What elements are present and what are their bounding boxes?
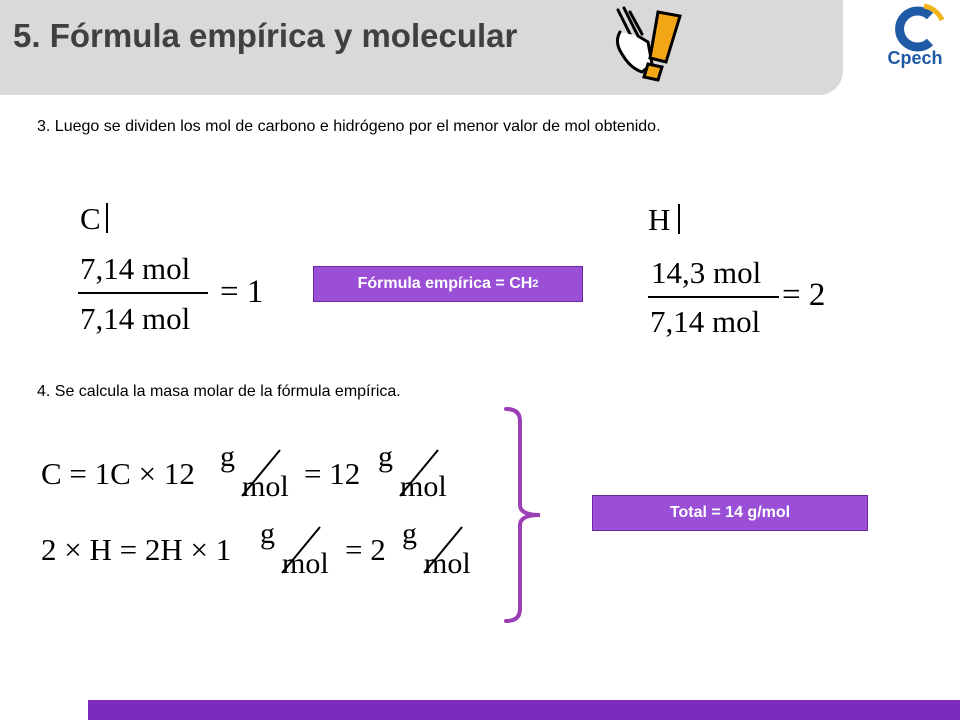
- carbon-denominator: 7,14 mol: [80, 301, 191, 336]
- equation-2-unit-a: g mol: [260, 517, 329, 580]
- hydrogen-denominator: 7,14 mol: [650, 304, 761, 339]
- step-3-text: 3. Luego se dividen los mol de carbono e hidrógeno por el menor valor de mol obtenido.: [37, 118, 661, 135]
- equation-1-lhs: C = 1C × 12: [41, 456, 195, 491]
- step-4-text: 4. Se calcula la masa molar de la fórmula empírica.: [37, 383, 401, 400]
- carbon-label: C: [80, 203, 101, 234]
- empirical-formula-badge: [313, 266, 583, 302]
- carbon-numerator: 7,14 mol: [80, 251, 191, 286]
- equation-2-mid: = 2: [345, 532, 386, 567]
- equation-1-unit-a: g mol: [220, 440, 289, 503]
- hydrogen-label: H: [648, 204, 670, 235]
- empirical-formula-subscript: 2: [532, 278, 539, 290]
- carbon-result: = 1: [220, 274, 264, 310]
- cpech-logo: [872, 2, 958, 72]
- equation-1-mid: = 12: [304, 456, 361, 491]
- empirical-formula-text: Fórmula empírica = CH: [357, 275, 533, 292]
- logo-text: Cpech: [887, 48, 943, 68]
- hydrogen-result: = 2: [782, 277, 826, 313]
- pointing-hand-warning-icon: [608, 2, 688, 86]
- bottom-accent-bar: [88, 700, 960, 720]
- equation-2-unit-b: g mol: [402, 517, 471, 580]
- equation-1-unit-b: g mol: [378, 440, 447, 503]
- hydrogen-fraction-line: [648, 296, 779, 298]
- right-brace-icon: [500, 405, 546, 625]
- equation-2-lhs: 2 × H = 2H × 1: [41, 532, 232, 567]
- total-badge: [592, 495, 868, 531]
- slide-title: 5. Fórmula empírica y molecular: [13, 17, 518, 54]
- carbon-fraction-line: [78, 292, 208, 294]
- total-text: Total = 14 g/mol: [669, 504, 791, 521]
- hydrogen-numerator: 14,3 mol: [651, 255, 762, 290]
